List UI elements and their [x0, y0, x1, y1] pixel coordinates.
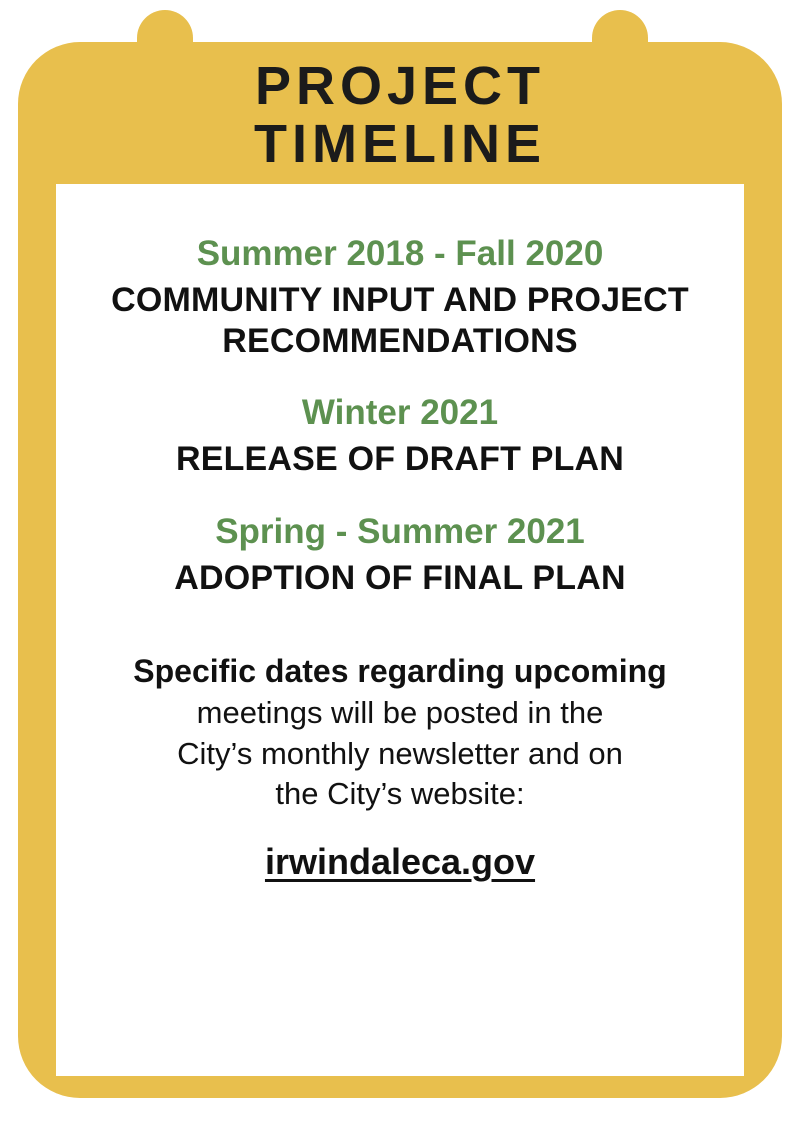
page-title — [56, 52, 744, 178]
meeting-note-line-1: Specific dates regarding upcoming — [133, 653, 667, 690]
page-title-line-1: PROJECT — [254, 55, 546, 116]
timeline-entry — [56, 232, 744, 361]
timeline-entry-period: Summer 2018 - Fall 2020 — [196, 234, 604, 273]
page-title-line-2: TIMELINE — [254, 114, 546, 174]
timeline-entry-title: RELEASE OF DRAFT PLAN — [175, 440, 625, 479]
meeting-note — [107, 650, 692, 815]
timeline-entry-title: ADOPTION OF FINAL PLAN — [174, 558, 626, 597]
timeline-entry-period: Winter 2021 — [301, 393, 499, 433]
meeting-note-line-4: the City’s website: — [275, 776, 525, 812]
timeline-content — [56, 184, 744, 1076]
timeline-entry-title: COMMUNITY INPUT AND PROJECT RECOMMENDATIONS — [111, 280, 689, 360]
meeting-note-line-3: City’s monthly newsletter and on — [177, 735, 623, 771]
city-website-link[interactable]: irwindaleca.gov — [264, 841, 536, 883]
timeline-entry — [56, 391, 744, 480]
timeline-entry-period: Spring - Summer 2021 — [215, 511, 585, 551]
timeline-entry — [56, 510, 744, 599]
meeting-note-line-2: meetings will be posted in the — [196, 694, 604, 730]
